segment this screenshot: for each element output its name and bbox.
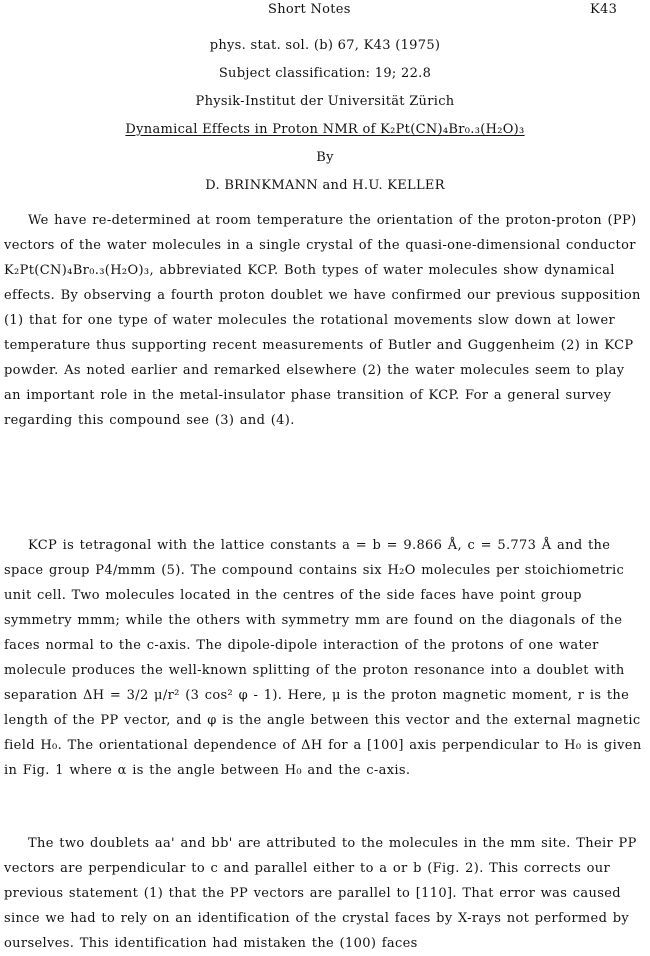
paragraph-2	[4, 533, 646, 783]
paragraph-3-text: The two doublets aa' and bb' are attributed to the molecules in the mm site. Their PP vectors are perpendicular to c and parallel either to a or b (Fig. 2). This corrects our previous statement (1) that the PP vectors are parallel to [110]. That error was caused since we had to rely on an identification of the crystal faces by X-rays not performed by ourselves. This identification had mistaken the (100) faces	[4, 836, 637, 951]
paragraph-2-text: KCP is tetragonal with the lattice constants a = b = 9.866 Å, c = 5.773 Å and the space group P4/mmm (5). The compound contains six H₂O molecules per stoichiometric unit cell. Two molecules located in the centres of the side faces have point group symmetry mmm; while the others with symmetry mm are found on the diagonals of the faces normal to the c-axis. The dipole-dipole interaction of the protons of one water molecule produces the well-known splitting of the proton resonance into a doublet with separation ΔH = 3/2 μ/r² (3 cos² φ - 1). Here, μ is the proton magnetic moment, r is the length of the PP vector, and φ is the angle between this vector and the external magnetic field H₀. The orientational dependence of ΔH for a [100] axis perpendicular to H₀ is given in Fig. 1 where α is the angle between H₀ and the c-axis.	[4, 538, 642, 778]
page-number: K43	[590, 2, 618, 17]
running-title: Short Notes	[268, 2, 351, 17]
paper-title: Dynamical Effects in Proton NMR of K₂Pt(CN)₄Br₀.₃(H₂O)₃	[125, 122, 525, 137]
subject-classification: Subject classification: 19; 22.8	[218, 66, 432, 81]
citation: phys. stat. sol. (b) 67, K43 (1975)	[209, 38, 441, 53]
paragraph-1-text: We have re-determined at room temperature the orientation of the proton-proton (PP) vectors of the water molecules in a single crystal of the quasi-one-dimensional conductor K₂Pt(CN)₄Br₀.₃(H₂O)₃, abbreviated KCP. Both types of water molecules show dynamical effects. By observing a fourth proton doublet we have confirmed our previous supposition (1) that for one type of water molecules the rotational movements slow down at lower temperature thus supporting recent measurements of Butler and Guggenheim (2) in KCP powder. As noted earlier and remarked elsewhere (2) the water molecules seem to play an important role in the metal-insulator phase transition of KCP. For a general survey regarding this compound see (3) and (4).	[4, 213, 641, 428]
paragraph-1	[4, 208, 646, 433]
authors: D. BRINKMANN and H.U. KELLER	[205, 178, 445, 193]
institute: Physik-Institut der Universität Zürich	[195, 94, 455, 109]
by-line: By	[316, 150, 334, 165]
paragraph-3	[4, 831, 646, 956]
